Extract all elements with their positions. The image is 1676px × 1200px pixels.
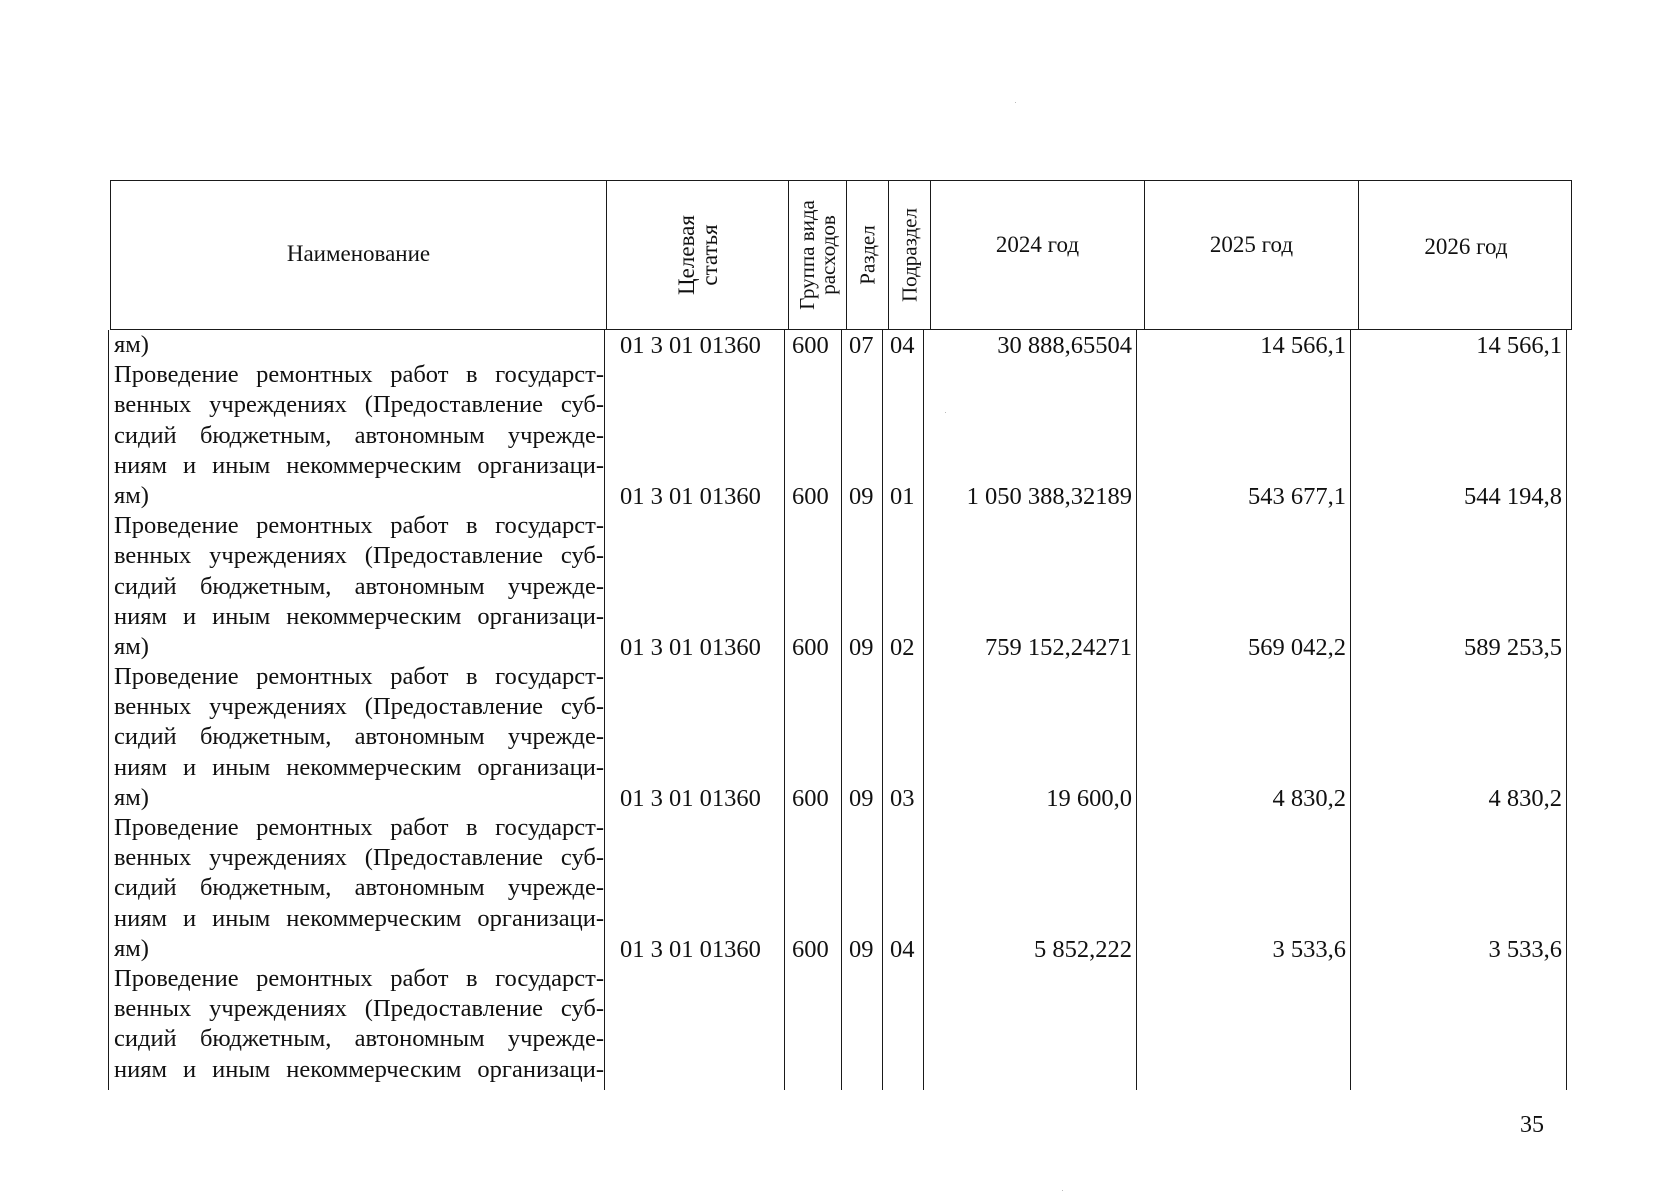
col-border <box>841 330 842 1090</box>
header-2024: 2024 год <box>995 232 1080 257</box>
name-line: ниям и иным некоммерческим организаци- <box>114 1055 604 1083</box>
name-line: сидий бюджетным, автономным учрежде- <box>114 723 604 751</box>
expense-group-cell: 600 <box>792 785 829 812</box>
col-border <box>784 330 785 1090</box>
table-body <box>108 330 1570 1090</box>
header-2024-cell <box>931 181 1145 329</box>
section-cell: 09 <box>849 634 874 661</box>
subsection-cell: 02 <box>890 634 915 661</box>
col-border <box>604 330 605 1090</box>
name-line: Проведение ремонтных работ в государст- <box>114 964 604 992</box>
col-border <box>882 330 883 1090</box>
col-border <box>923 330 924 1090</box>
target-article-cell: 01 3 01 01360 <box>620 785 761 812</box>
value-2026-cell: 544 194,8 <box>1464 483 1562 510</box>
value-2026-cell: 589 253,5 <box>1464 634 1562 661</box>
name-line: Проведение ремонтных работ в государст- <box>114 814 604 841</box>
section-cell: 07 <box>849 332 874 359</box>
value-2024-cell: 5 852,222 <box>1034 936 1132 963</box>
name-line: сидий бюджетным, автономным учрежде- <box>114 1025 604 1053</box>
value-2024-cell: 759 152,24271 <box>985 634 1132 661</box>
subsection-cell: 03 <box>890 785 915 812</box>
name-line: сидий бюджетным, автономным учрежде- <box>114 572 604 600</box>
name-line: ниям и иным некоммерческим организаци- <box>114 602 604 630</box>
name-line: Проведение ремонтных работ в государст- <box>114 663 604 691</box>
name-line: сидий бюджетным, автономным учрежде- <box>114 874 604 902</box>
name-line: ям) <box>114 331 149 358</box>
header-section: Раздел <box>855 225 879 285</box>
header-2026-cell <box>1359 181 1573 329</box>
value-2025-cell: 14 566,1 <box>1260 332 1346 359</box>
subsection-cell: 04 <box>890 332 915 359</box>
subsection-cell: 04 <box>890 936 915 963</box>
header-2025-cell <box>1145 181 1359 329</box>
target-article-cell: 01 3 01 01360 <box>620 332 761 359</box>
page-number: 35 <box>1520 1112 1544 1138</box>
name-line: венных учреждениях (Предоставление суб- <box>114 391 604 419</box>
section-cell: 09 <box>849 483 874 510</box>
expense-group-cell: 600 <box>792 332 829 359</box>
name-line: венных учреждениях (Предоставление суб- <box>114 542 604 570</box>
expense-group-cell: 600 <box>792 936 829 963</box>
value-2024-cell: 30 888,65504 <box>997 332 1132 359</box>
header-name-cell <box>111 181 607 329</box>
name-line: ниям и иным некоммерческим организаци- <box>114 904 604 932</box>
name-line: ниям и иным некоммерческим организаци- <box>114 451 604 479</box>
section-cell: 09 <box>849 785 874 812</box>
value-2024-cell: 19 600,0 <box>1046 785 1132 812</box>
subsection-cell: 01 <box>890 483 915 510</box>
value-2025-cell: 4 830,2 <box>1272 785 1346 812</box>
header-subsection: Подраздел <box>897 208 921 302</box>
name-line: Проведение ремонтных работ в государст- <box>114 512 604 540</box>
name-line: ям) <box>114 934 149 962</box>
section-cell: 09 <box>849 936 874 963</box>
col-border <box>1566 330 1567 1090</box>
col-border <box>108 330 109 1090</box>
value-2025-cell: 3 533,6 <box>1272 936 1346 963</box>
target-article-cell: 01 3 01 01360 <box>620 936 761 963</box>
name-line: ям) <box>114 783 149 811</box>
header-2025: 2025 год <box>1209 232 1294 257</box>
header-group-cell <box>789 181 847 329</box>
header-target-article: Целевая статья <box>673 215 722 295</box>
name-line: венных учреждениях (Предоставление суб- <box>114 693 604 721</box>
header-expense-group: Группа вида расходов <box>794 200 840 310</box>
name-line: ниям и иным некоммерческим организаци- <box>114 753 604 781</box>
value-2026-cell: 3 533,6 <box>1488 936 1562 963</box>
value-2025-cell: 543 677,1 <box>1248 483 1346 510</box>
value-2026-cell: 14 566,1 <box>1476 332 1562 359</box>
name-line: ям) <box>114 481 149 509</box>
scan-speck <box>945 412 946 413</box>
name-line: ям) <box>114 632 149 660</box>
name-line: сидий бюджетным, автономным учрежде- <box>114 421 604 449</box>
name-line: венных учреждениях (Предоставление суб- <box>114 995 604 1023</box>
value-2026-cell: 4 830,2 <box>1488 785 1562 812</box>
header-2026: 2026 год <box>1424 234 1508 259</box>
col-border <box>1350 330 1351 1090</box>
name-line: венных учреждениях (Предоставление суб- <box>114 844 604 872</box>
name-line: Проведение ремонтных работ в государст- <box>114 361 604 389</box>
expense-group-cell: 600 <box>792 634 829 661</box>
col-border <box>1136 330 1137 1090</box>
header-section-cell <box>847 181 889 329</box>
name-column <box>114 330 604 1085</box>
scan-speck <box>1062 1190 1063 1191</box>
value-2025-cell: 569 042,2 <box>1248 634 1346 661</box>
header-name: Наименование <box>286 241 431 266</box>
value-2024-cell: 1 050 388,32189 <box>966 483 1132 510</box>
target-article-cell: 01 3 01 01360 <box>620 483 761 510</box>
header-target-cell <box>607 181 789 329</box>
table-header <box>110 180 1572 330</box>
expense-group-cell: 600 <box>792 483 829 510</box>
target-article-cell: 01 3 01 01360 <box>620 634 761 661</box>
scan-speck <box>1015 102 1016 103</box>
header-subsection-cell <box>889 181 931 329</box>
